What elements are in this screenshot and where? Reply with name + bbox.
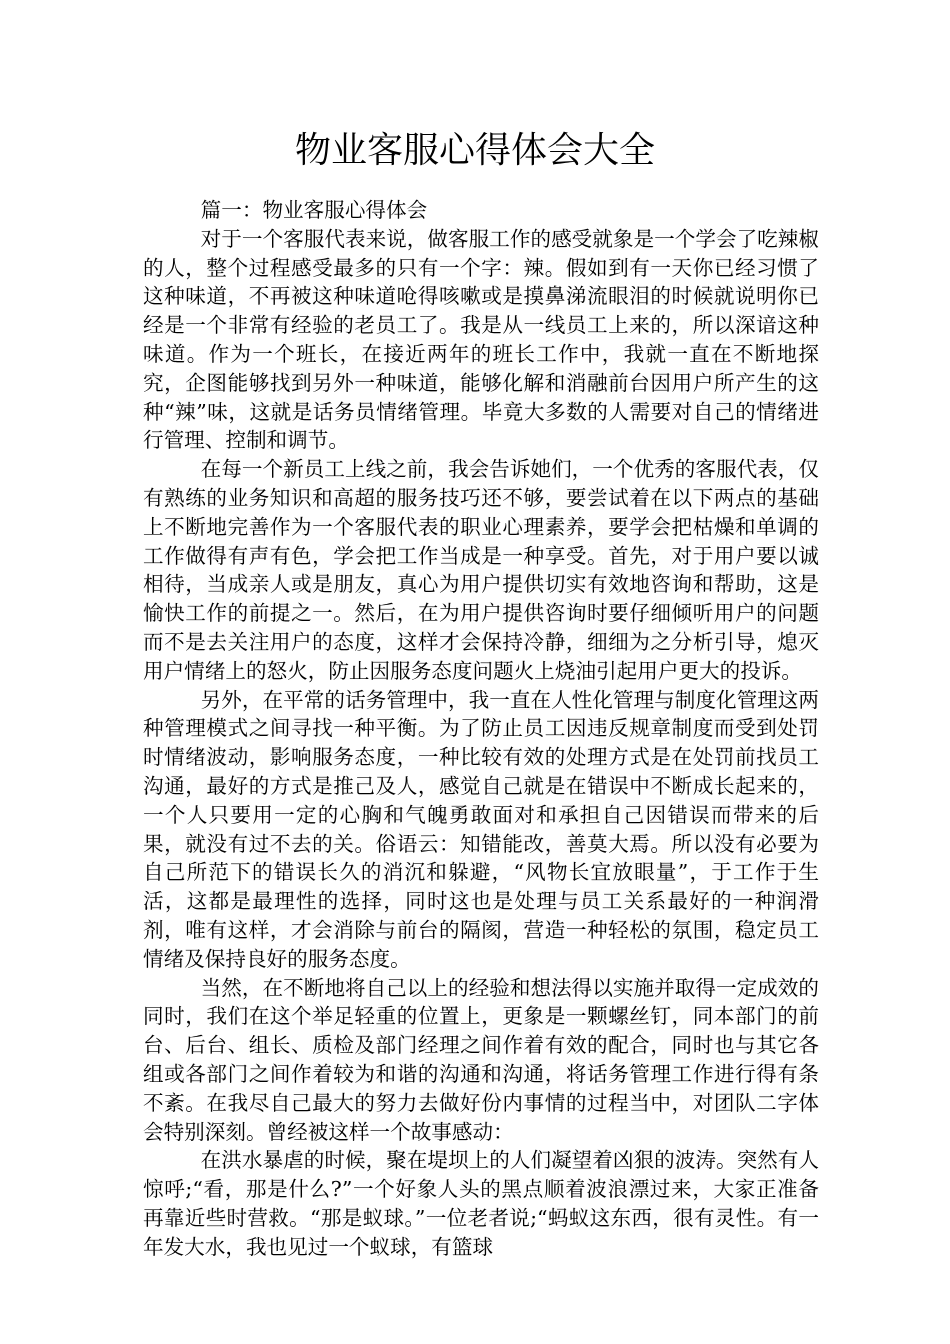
document-title: 物业客服心得体会大全 [294, 130, 655, 171]
document-body [143, 196, 819, 1261]
paragraph: 在每一个新员工上线之前，我会告诉她们，一个优秀的客服代表，仅有熟练的业务知识和高超的服务技巧还不够，要尝试着在以下两点的基础上不断地完善作为一个客服代表的职业心理素养，要学会把枯燥和单调的工作做得有声有色，学会把工作当成是一种享受。首先，对于用户要以诚相待，当成亲人或是朋友，真心为用户提供切实有效地咨询和帮助，这是愉快工作的前提之一。然后，在为用户提供咨询时要仔细倾听用户的问题而不是去关注用户的态度，这样才会保持冷静，细细为之分析引导，熄灭用户情绪上的怒火，防止因服务态度问题火上烧油引起用户更大的投诉。 [143, 457, 819, 683]
paragraph: 当然，在不断地将自己以上的经验和想法得以实施并取得一定成效的同时，我们在这个举足轻重的位置上，更象是一颗螺丝钉，同本部门的前台、后台、组长、质检及部门经理之间作着有效的配合，同时也与其它各组或各部门之间作着较为和谐的沟通和沟通，将话务管理工作进行得有条不紊。在我尽自己最大的努力去做好份内事情的过程当中，对团队二字体会特别深刻。曾经被这样一个故事感动： [143, 975, 819, 1144]
paragraph: 另外，在平常的话务管理中，我一直在人性化管理与制度化管理这两种管理模式之间寻找一种平衡。为了防止员工因违反规章制度而受到处罚时情绪波动，影响服务态度，一种比较有效的处理方式是在处罚前找员工沟通，最好的方式是推己及人，感觉自己就是在错误中不断成长起来的，一个人只要用一定的心胸和气魄勇敢面对和承担自己因错误而带来的后果，就没有过不去的关。俗语云：知错能改，善莫大焉。所以没有必要为自己所范下的错误长久的消沉和躲避，“风物长宜放眼量”，于工作于生活，这都是最理性的选择，同时这也是处理与员工关系最好的一种润滑剂，唯有这样，才会消除与前台的隔阂，营造一种轻松的氛围，稳定员工情绪及保持良好的服务态度。 [143, 687, 819, 971]
section-heading: 篇一：物业客服心得体会 [200, 198, 428, 222]
paragraph: 对于一个客服代表来说，做客服工作的感受就象是一个学会了吃辣椒的人，整个过程感受最多的只有一个字：辣。假如到有一天你已经习惯了这种味道，不再被这种味道呛得咳嗽或是摸鼻涕流眼泪的时候就说明你已经是一个非常有经验的老员工了。我是从一线员工上来的，所以深谙这种味道。作为一个班长，在接近两年的班长工作中，我就一直在不断地探究，企图能够找到另外一种味道，能够化解和消融前台因用户所产生的这种“辣”味，这就是话务员情绪管理。毕竟大多数的人需要对自己的情绪进行管理、控制和调节。 [143, 226, 819, 453]
paragraph: 在洪水暴虐的时候，聚在堤坝上的人们凝望着凶狠的波涛。突然有人惊呼;“看，那是什么?”一个好象人头的黑点顺着波浪漂过来，大家正准备再靠近些时营救。“那是蚁球。”一位老者说;“蚂蚁这东西，很有灵性。有一年发大水，我也见过一个蚁球，有篮球 [143, 1148, 819, 1259]
